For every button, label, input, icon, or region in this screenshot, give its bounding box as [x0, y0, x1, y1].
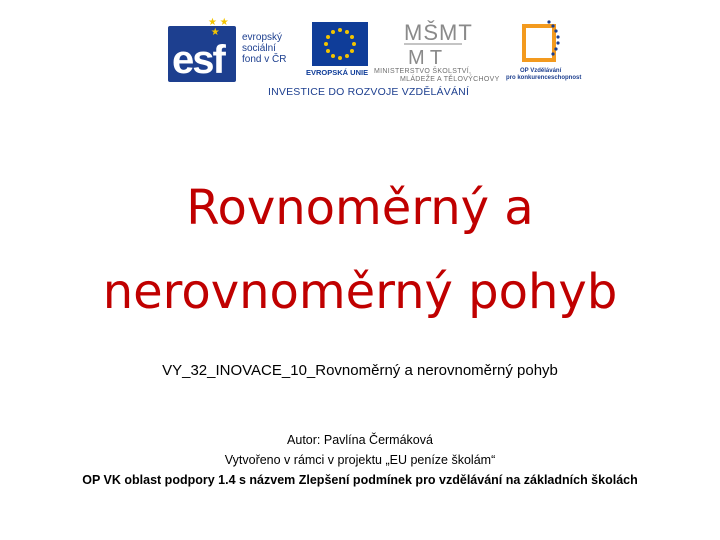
page-title	[0, 166, 720, 334]
esf-logo	[168, 18, 308, 84]
opvk-logo	[504, 18, 588, 84]
title-line: Rovnoměrný a	[186, 180, 534, 236]
msmt-caption-2: MLÁDEŽE A TĚLOVÝCHOVY	[400, 76, 500, 83]
eu-logo	[308, 18, 370, 84]
esf-line: fond v ČR	[242, 54, 287, 65]
esf-line: sociální	[242, 43, 276, 54]
opvk-caption-1: OP Vzdělávání	[520, 68, 562, 74]
esf-mark-text: esf	[172, 38, 224, 82]
msmt-mark-text: MŠMT	[404, 20, 473, 45]
author: Autor: Pavlína Čermáková	[287, 433, 433, 447]
title-line: nerovnoměrný pohyb	[102, 264, 618, 320]
program: OP VK oblast podpory 1.4 s názvem Zlepšení podmínek pro vzdělávání na základních školách	[82, 473, 638, 487]
credits	[0, 430, 720, 490]
msmt-logo	[374, 18, 500, 84]
msmt-mark-icon	[374, 18, 494, 68]
esf-text	[242, 32, 286, 65]
esf-line: evropský	[242, 32, 283, 43]
esf-stars-icon: ★ ★ ★	[208, 17, 229, 38]
material-code: VY_32_INOVACE_10_Rovnoměrný a nerovnoměrný pohyb	[162, 362, 558, 379]
project: Vytvořeno v rámci v projektu „EU peníze školám“	[224, 453, 496, 467]
opvk-caption-2: pro konkurenceschopnost	[506, 75, 582, 81]
svg-text:M T: M T	[408, 47, 443, 68]
tagline: INVESTICE DO ROZVOJE VZDĚLÁVÁNÍ	[268, 86, 470, 98]
eu-flag-icon	[312, 22, 368, 66]
opvk-mark-icon	[504, 18, 588, 68]
msmt-caption-1: MINISTERSTVO ŠKOLSTVÍ,	[374, 68, 472, 75]
eu-caption: EVROPSKÁ UNIE	[306, 68, 369, 77]
